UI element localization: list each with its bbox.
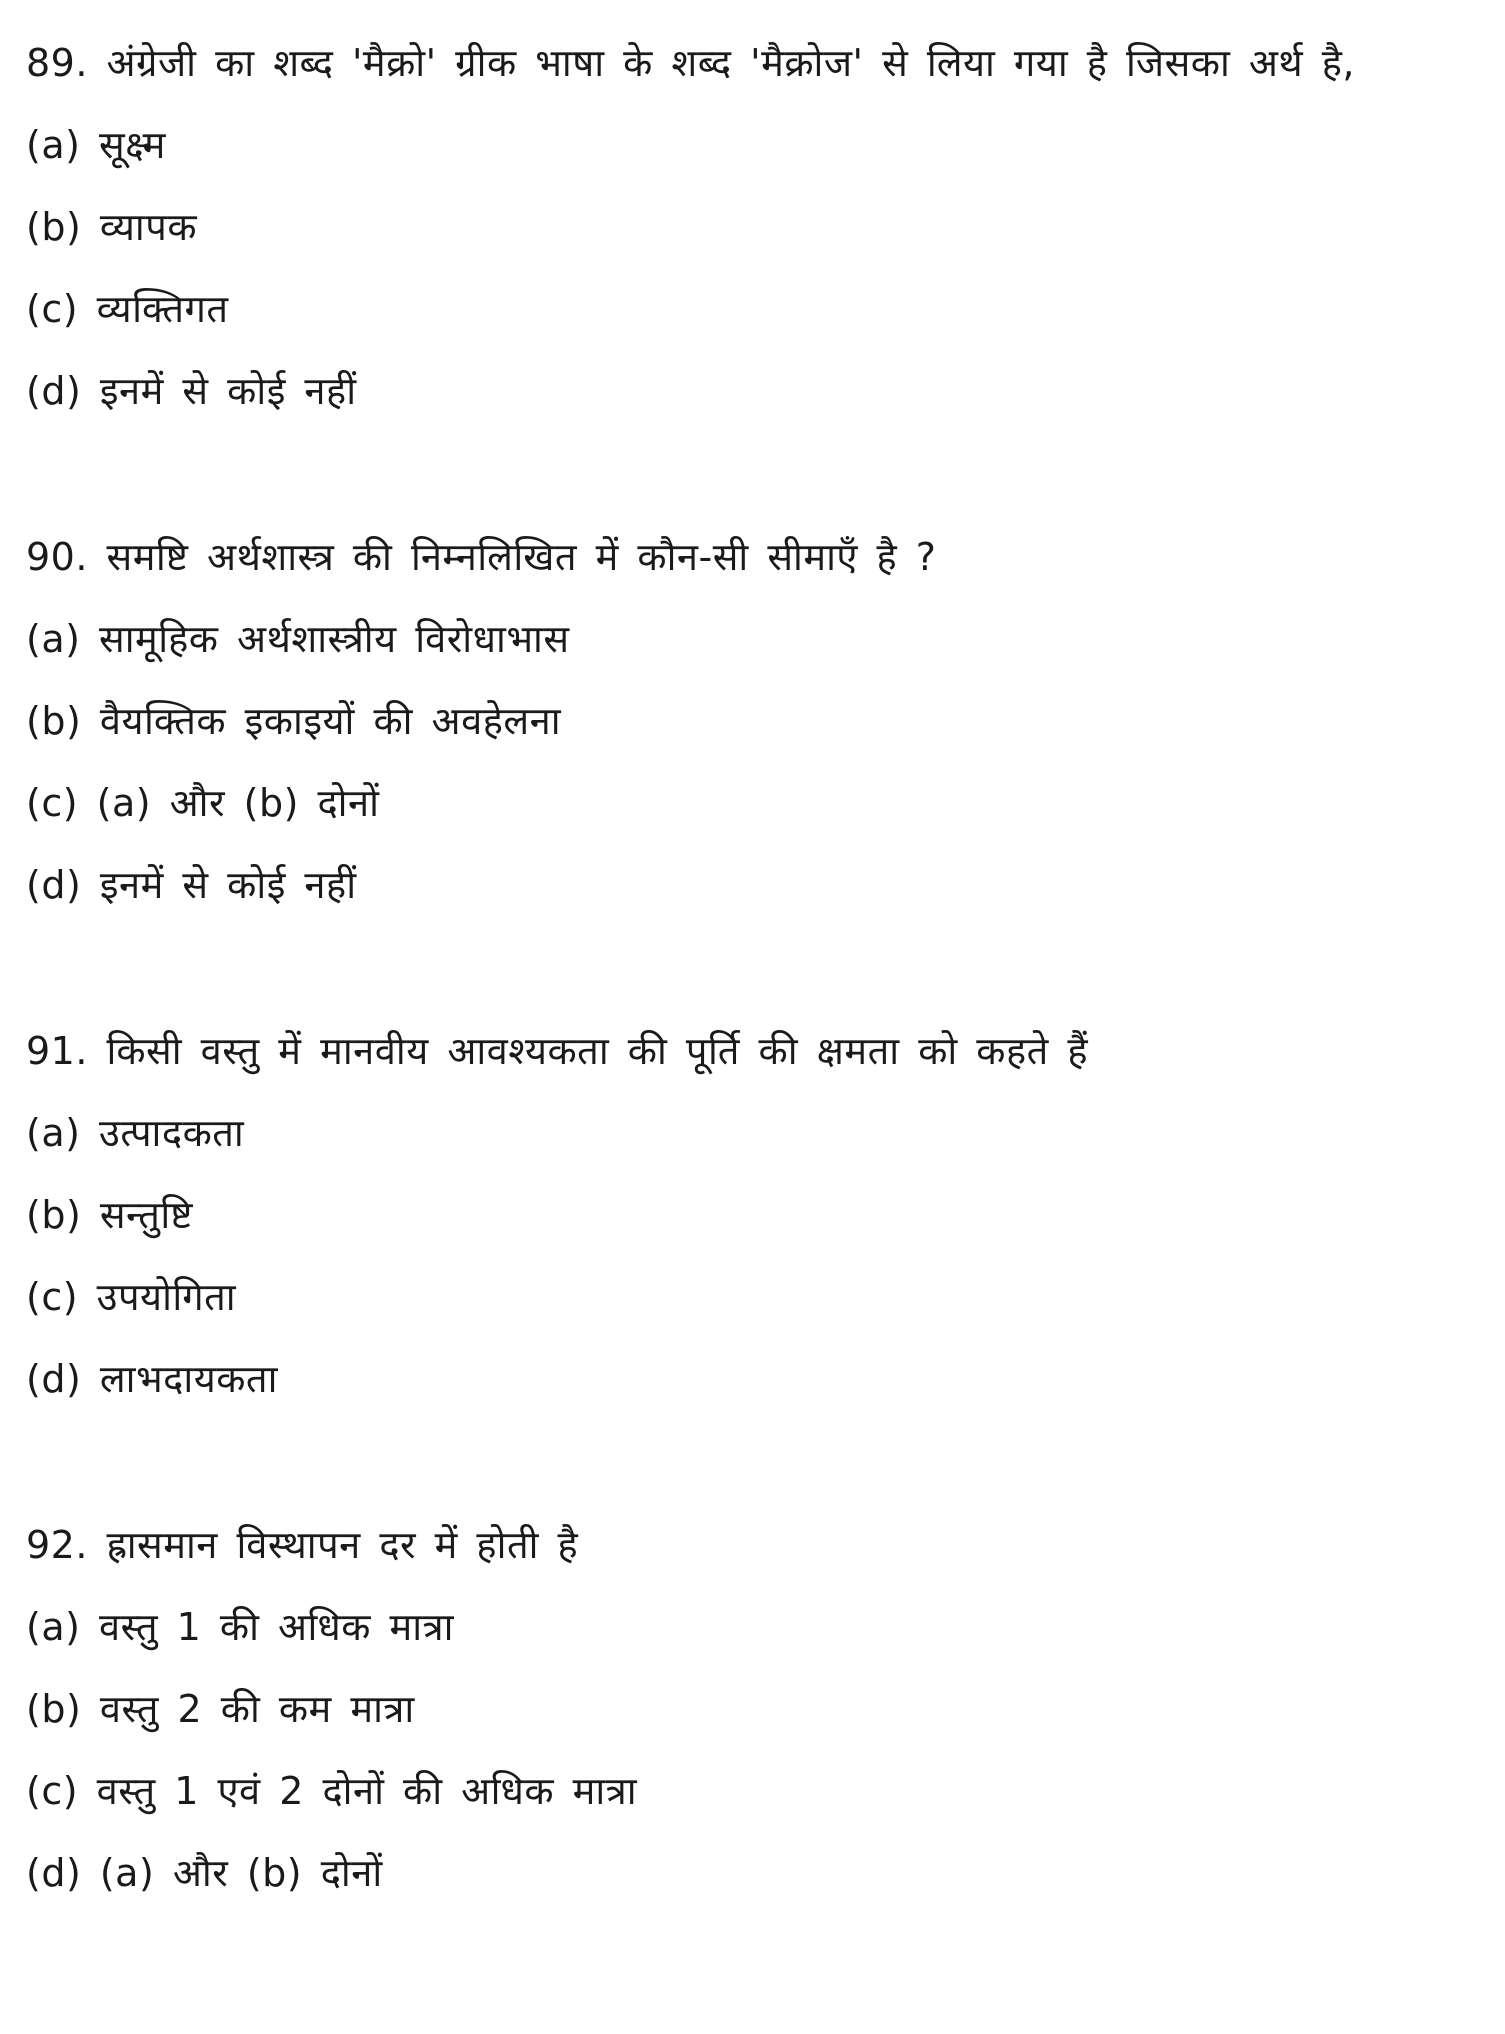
option-a xyxy=(26,1092,1486,1174)
question-92-option-d: (d) (a) और (b) दोनों xyxy=(26,1851,383,1895)
question-text xyxy=(26,22,1486,104)
question-block-91 xyxy=(26,1010,1486,1420)
question-text xyxy=(26,516,1486,598)
question-91-option-b: (b) सन्तुष्टि xyxy=(26,1193,193,1237)
question-90-option-d: (d) इनमें से कोई नहीं xyxy=(26,863,357,907)
question-89-text: 89. अंग्रेजी का शब्द 'मैक्रो' ग्रीक भाषा के शब्द 'मैक्रोज' से लिया गया है जिसका अर्थ है, xyxy=(26,41,1356,85)
option-a xyxy=(26,1586,1486,1668)
question-91-option-c: (c) उपयोगिता xyxy=(26,1275,237,1319)
question-92-option-c: (c) वस्तु 1 एवं 2 दोनों की अधिक मात्रा xyxy=(26,1769,638,1813)
option-b xyxy=(26,680,1486,762)
option-d xyxy=(26,1338,1486,1420)
question-text xyxy=(26,1504,1486,1586)
option-d xyxy=(26,350,1486,432)
question-block-90 xyxy=(26,516,1486,926)
option-b xyxy=(26,1668,1486,1750)
question-89-option-c: (c) व्यक्तिगत xyxy=(26,287,229,331)
question-block-89 xyxy=(26,22,1486,432)
question-91-option-a: (a) उत्पादकता xyxy=(26,1111,245,1155)
question-90-option-b: (b) वैयक्तिक इकाइयों की अवहेलना xyxy=(26,699,562,743)
option-c xyxy=(26,268,1486,350)
question-90-option-c: (c) (a) और (b) दोनों xyxy=(26,781,380,825)
option-c xyxy=(26,1256,1486,1338)
question-92-text: 92. ह्रासमान विस्थापन दर में होती है xyxy=(26,1523,579,1567)
option-a xyxy=(26,104,1486,186)
question-text xyxy=(26,1010,1486,1092)
option-b xyxy=(26,1174,1486,1256)
question-91-text: 91. किसी वस्तु में मानवीय आवश्यकता की पूर्ति की क्षमता को कहते हैं xyxy=(26,1029,1089,1073)
question-block-92 xyxy=(26,1504,1486,1914)
option-b xyxy=(26,186,1486,268)
question-89-option-b: (b) व्यापक xyxy=(26,205,197,249)
option-c xyxy=(26,1750,1486,1832)
question-89-option-d: (d) इनमें से कोई नहीं xyxy=(26,369,357,413)
question-90-option-a: (a) सामूहिक अर्थशास्त्रीय विरोधाभास xyxy=(26,617,570,661)
question-92-option-a: (a) वस्तु 1 की अधिक मात्रा xyxy=(26,1605,454,1649)
option-d xyxy=(26,844,1486,926)
question-89-option-a: (a) सूक्ष्म xyxy=(26,123,166,167)
question-92-option-b: (b) वस्तु 2 की कम मात्रा xyxy=(26,1687,415,1731)
option-d xyxy=(26,1832,1486,1914)
option-a xyxy=(26,598,1486,680)
option-c xyxy=(26,762,1486,844)
question-90-text: 90. समष्टि अर्थशास्त्र की निम्नलिखित में कौन-सी सीमाएँ है ? xyxy=(26,535,937,579)
question-91-option-d: (d) लाभदायकता xyxy=(26,1357,278,1401)
